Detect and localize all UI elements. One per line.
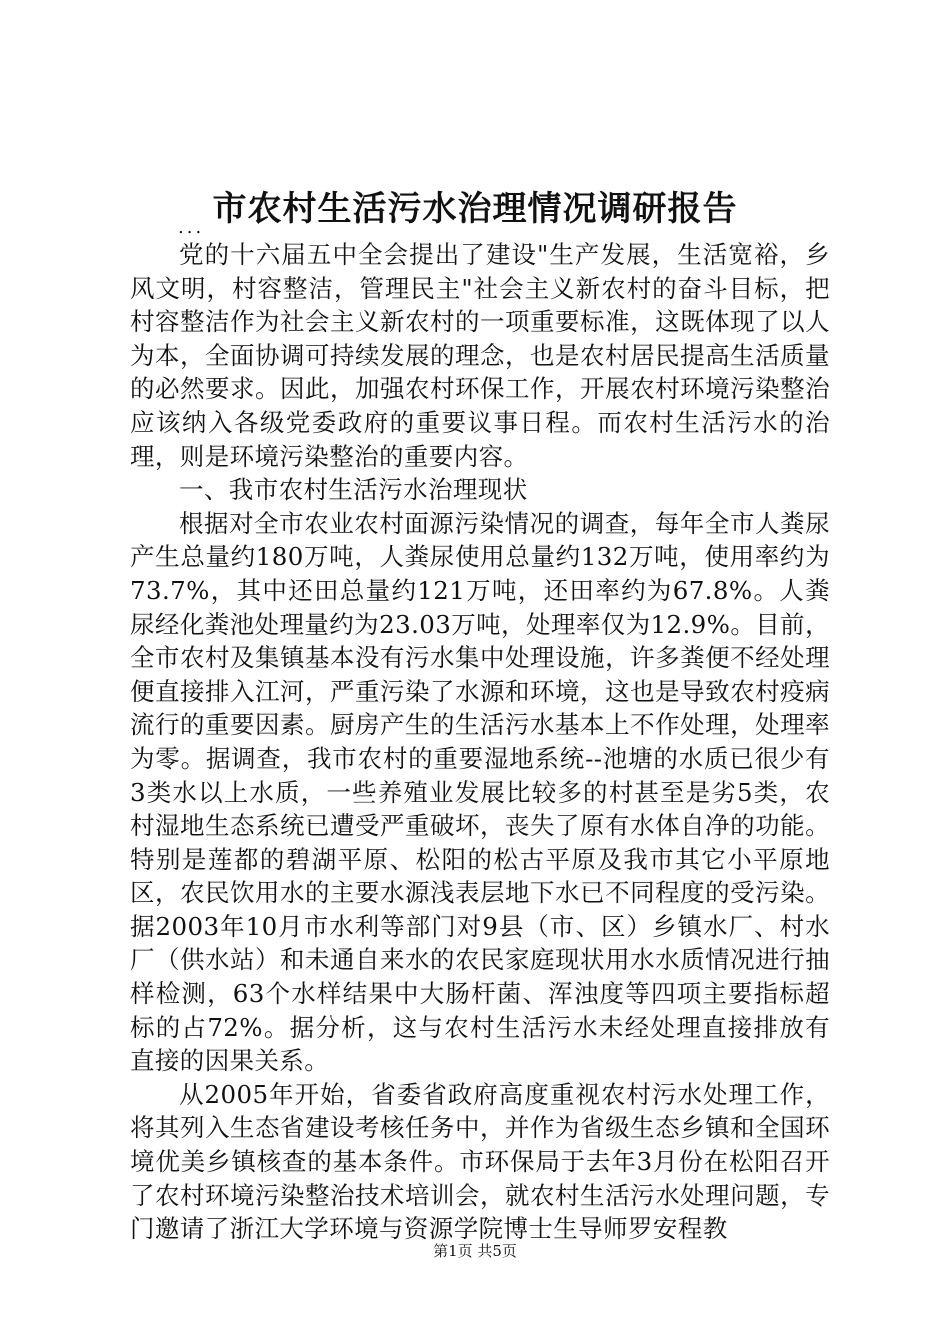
paragraph-progress: 从2005年开始，省委省政府高度重视农村污水处理工作，将其列入生态省建设考核任务中，并作为省级生态乡镇和全国环境优美乡镇核查的基本条件。市环保局于去年3月份在松阳召开了农村环境污染整治技术培训会，就农村生活污水处理问题，专门邀请了浙江大学环境与资源学院博士生导师罗安程教: [130, 1079, 830, 1244]
ellipsis-marker: ...: [178, 217, 205, 238]
document-title: 市农村生活污水治理情况调研报告: [212, 189, 738, 229]
page-footer: 第1页 共5页: [433, 1242, 517, 1260]
paragraph-intro: 党的十六届五中全会提出了建设"生产发展，生活宽裕，乡风文明，村容整洁，管理民主"社会主义新农村的奋斗目标，把村容整洁作为社会主义新农村的一项重要标准，这既体现了以人为本，全面协调可持续发展的理念，也是农村居民提高生活质量的必然要求。因此，加强农村环保工作，开展农村环境污染整治应该纳入各级党委政府的重要议事日程。而农村生活污水的治理，则是环境污染整治的重要内容。: [130, 240, 830, 471]
section-heading: 一、我市农村生活污水治理现状: [179, 475, 528, 505]
document-body: [130, 238, 830, 1246]
paragraph-status: 根据对全市农业农村面源污染情况的调查，每年全市人粪尿产生总量约180万吨，人粪尿使用总量约132万吨，使用率约为73.7%，其中还田总量约121万吨，还田率约为67.8%。人粪尿经化粪池处理量约为23.03万吨，处理率仅为12.9%。目前，全市农村及集镇基本没有污水集中处理设施，许多粪便不经处理便直接排入江河，严重污染了水源和环境，这也是导致农村疫病流行的重要因素。厨房产生的生活污水基本上不作处理，处理率为零。据调查，我市农村的重要湿地系统--池塘的水质已很少有3类水以上水质，一些养殖业发展比较多的村甚至是劣5类，农村湿地生态系统已遭受严重破坏，丧失了原有水体自净的功能。特别是莲都的碧湖平原、松阳的松古平原及我市其它小平原地区，农民饮用水的主要水源浅表层地下水已不同程度的受污染。据2003年10月市水利等部门对9县（市、区）乡镇水厂、村水厂（供水站）和未通自来水的农民家庭现状用水水质情况进行抽样检测，63个水样结果中大肠杆菌、浑浊度等四项主要指标超标的占72%。据分析，这与农村生活污水未经处理直接排放有直接的因果关系。: [130, 508, 830, 1076]
